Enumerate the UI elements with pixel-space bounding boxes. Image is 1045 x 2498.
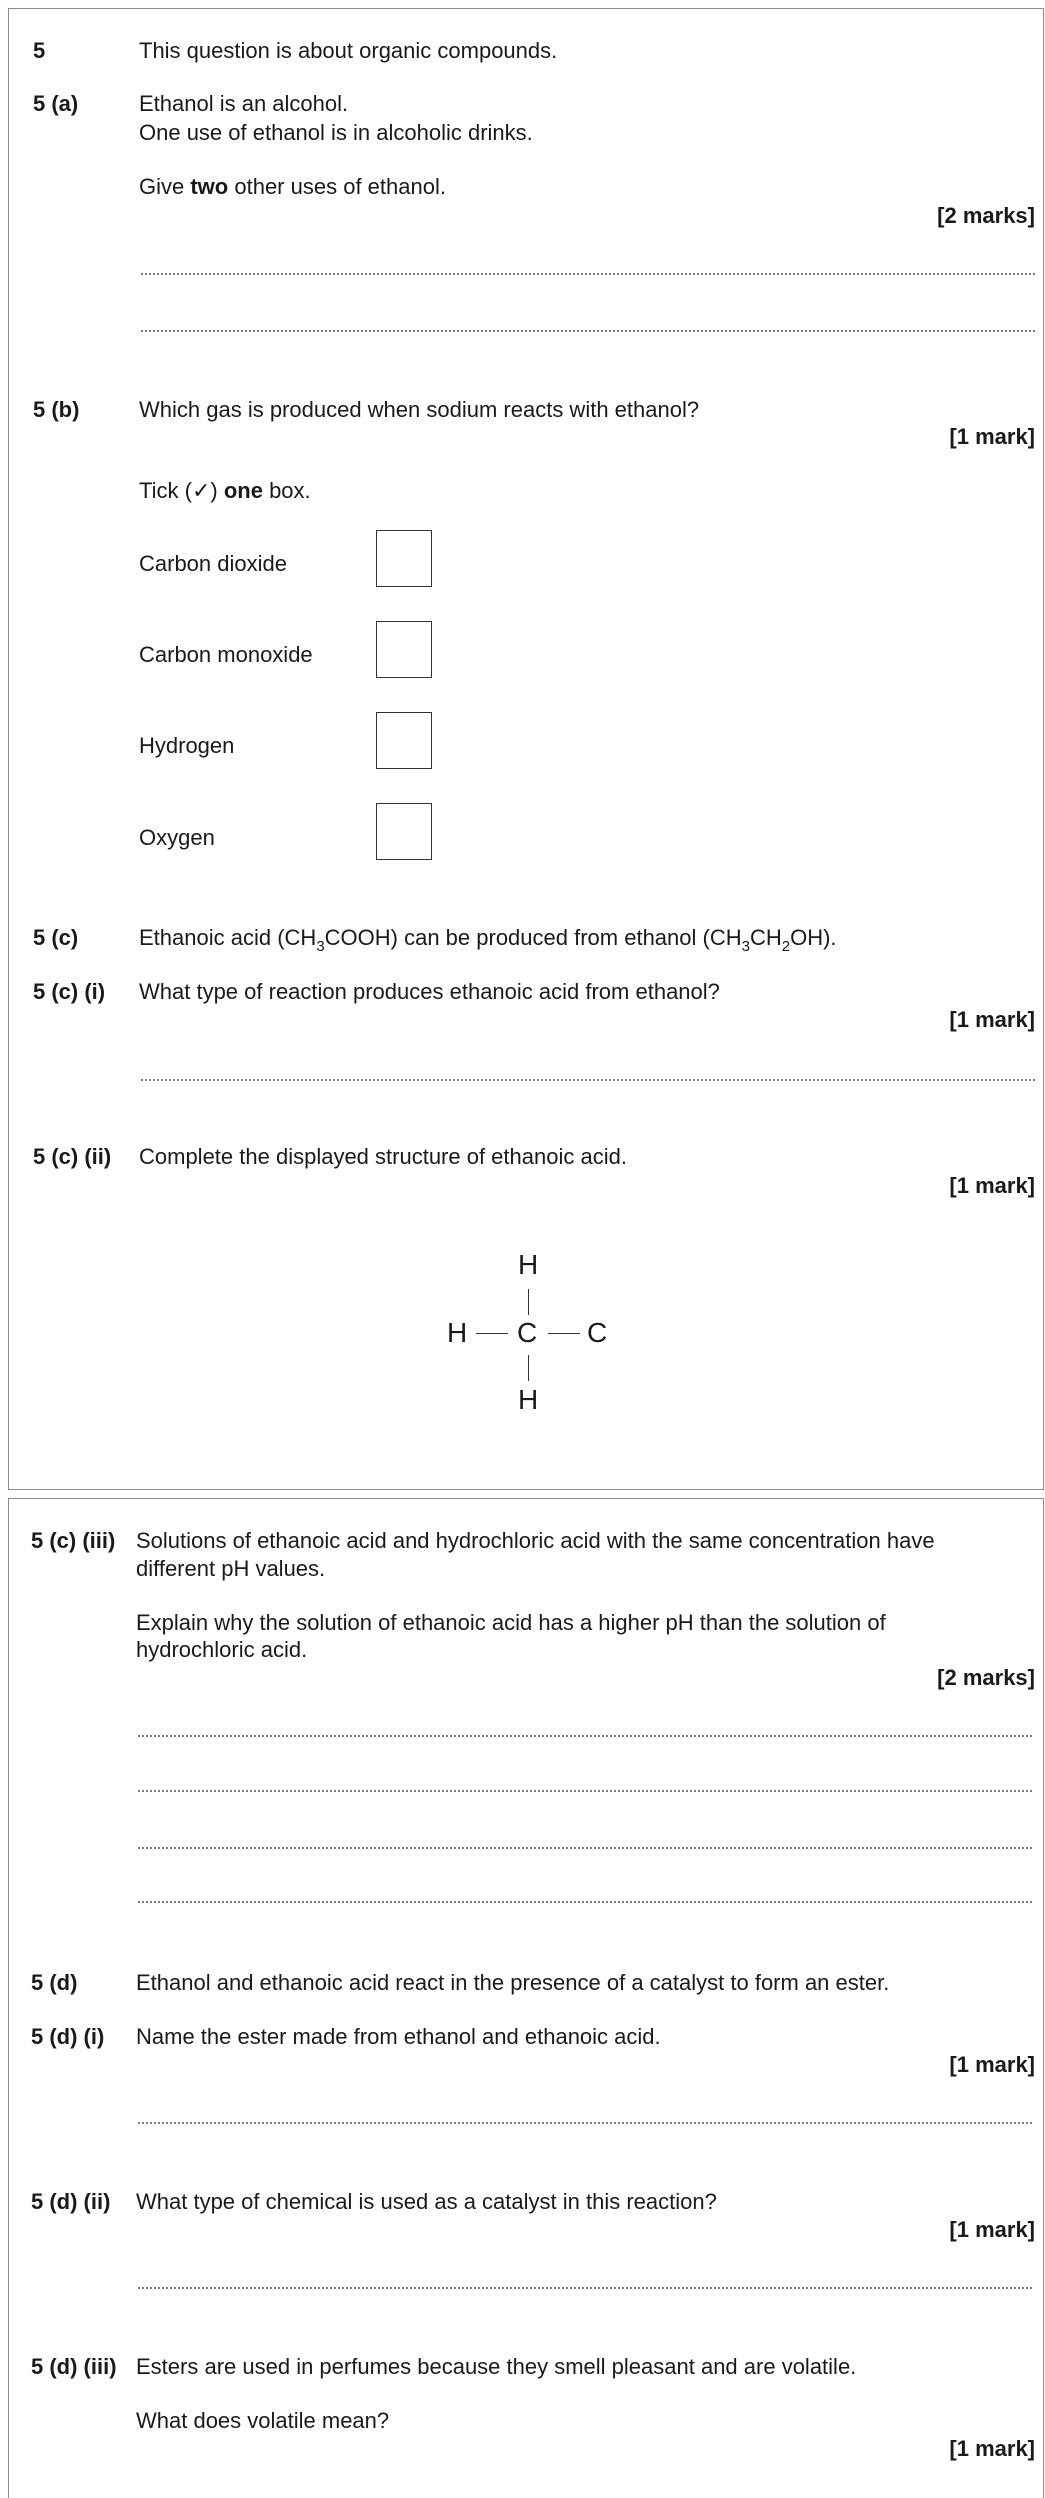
bond-bottom [528, 1355, 529, 1381]
exam-page-2 [8, 1498, 1044, 2498]
answer-line-5ciii-1[interactable] [138, 1735, 1032, 1737]
question-5di-marks: [1 mark] [949, 2052, 1035, 2077]
question-5a-marks: [2 marks] [937, 203, 1035, 228]
question-5diii-marks: [1 mark] [949, 2436, 1035, 2461]
question-5ci-text: What type of reaction produces ethanoic acid from ethanol? [139, 979, 720, 1004]
answer-line-5ciii-2[interactable] [138, 1790, 1032, 1792]
answer-line-5a-1[interactable] [141, 273, 1035, 275]
tick-box-hydrogen[interactable] [376, 712, 432, 769]
question-5b-text: Which gas is produced when sodium reacts with ethanol? [139, 397, 700, 422]
option-carbon-monoxide-label: Carbon monoxide [139, 642, 313, 667]
answer-line-5di[interactable] [138, 2122, 1032, 2124]
tick-box-carbon-dioxide[interactable] [376, 530, 432, 587]
answer-line-5dii[interactable] [138, 2287, 1032, 2289]
question-5ci-marks: [1 mark] [949, 1007, 1035, 1032]
answer-line-5ci[interactable] [141, 1079, 1035, 1081]
answer-line-5a-2[interactable] [141, 330, 1035, 332]
option-oxygen-label: Oxygen [139, 825, 215, 850]
question-5ciii-line3: Explain why the solution of ethanoic acid has a higher pH than the solution of [136, 1610, 886, 1635]
tick-box-carbon-monoxide[interactable] [376, 621, 432, 678]
question-5ciii-line1: Solutions of ethanoic acid and hydrochloric acid with the same concentration have [136, 1528, 935, 1553]
question-5diii-number: 5 (d) (iii) [31, 2354, 117, 2379]
question-5-number: 5 [33, 38, 46, 63]
bond-left [476, 1333, 508, 1334]
question-5d-number: 5 (d) [31, 1970, 78, 1995]
question-5ciii-number: 5 (c) (iii) [31, 1528, 116, 1553]
question-5c-text: Ethanoic acid $(CH_3COOH)$ can be produced from ethanol $(CH_3CH_2OH)$. [139, 925, 837, 955]
question-5diii-text: What does volatile mean? [136, 2408, 390, 2433]
bond-right [548, 1333, 580, 1334]
question-5cii-marks: [1 mark] [949, 1173, 1035, 1198]
question-5b-tick-instruction: Tick (✓) one box. [139, 478, 311, 503]
question-5a-number: 5 (a) [33, 91, 79, 116]
question-5c-number: 5 (c) [33, 925, 79, 950]
option-carbon-dioxide-label: Carbon dioxide [139, 551, 287, 576]
atom-h-bottom: H [518, 1384, 539, 1415]
question-5dii-text: What type of chemical is used as a catalyst in this reaction? [136, 2189, 717, 2214]
question-5cii-text: Complete the displayed structure of ethanoic acid. [139, 1144, 627, 1169]
question-5a-prompt: Give two other uses of ethanol. [139, 174, 446, 199]
question-5d-text: Ethanol and ethanoic acid react in the presence of a catalyst to form an ester. [136, 1970, 890, 1995]
atom-h-left: H [447, 1317, 468, 1348]
question-5ciii-marks: [2 marks] [937, 1665, 1035, 1690]
question-5diii-line1: Esters are used in perfumes because they smell pleasant and are volatile. [136, 2354, 857, 2379]
question-5ciii-line4: hydrochloric acid. [136, 1637, 308, 1662]
option-hydrogen-label: Hydrogen [139, 733, 235, 758]
question-5ciii-line2: different pH values. [136, 1556, 326, 1581]
question-5b-marks: [1 mark] [949, 424, 1035, 449]
question-5ci-number: 5 (c) (i) [33, 979, 106, 1004]
answer-line-5ciii-3[interactable] [138, 1847, 1032, 1849]
question-5di-text: Name the ester made from ethanol and ethanoic acid. [136, 2024, 661, 2049]
question-5dii-marks: [1 mark] [949, 2217, 1035, 2242]
question-5-intro: This question is about organic compounds. [139, 38, 558, 63]
question-5a-line1: Ethanol is an alcohol. [139, 91, 349, 116]
question-5cii-number: 5 (c) (ii) [33, 1144, 112, 1169]
question-5a-line2: One use of ethanol is in alcoholic drinks. [139, 120, 533, 145]
atom-c-right: C [587, 1317, 608, 1348]
atom-c-centre: C [517, 1317, 538, 1348]
answer-line-5ciii-4[interactable] [138, 1901, 1032, 1903]
exam-page-1 [8, 8, 1044, 1490]
question-5dii-number: 5 (d) (ii) [31, 2189, 111, 2214]
tick-box-oxygen[interactable] [376, 803, 432, 860]
bond-top [528, 1289, 529, 1315]
question-5di-number: 5 (d) (i) [31, 2024, 105, 2049]
atom-h-top: H [518, 1249, 539, 1280]
question-5b-number: 5 (b) [33, 397, 80, 422]
